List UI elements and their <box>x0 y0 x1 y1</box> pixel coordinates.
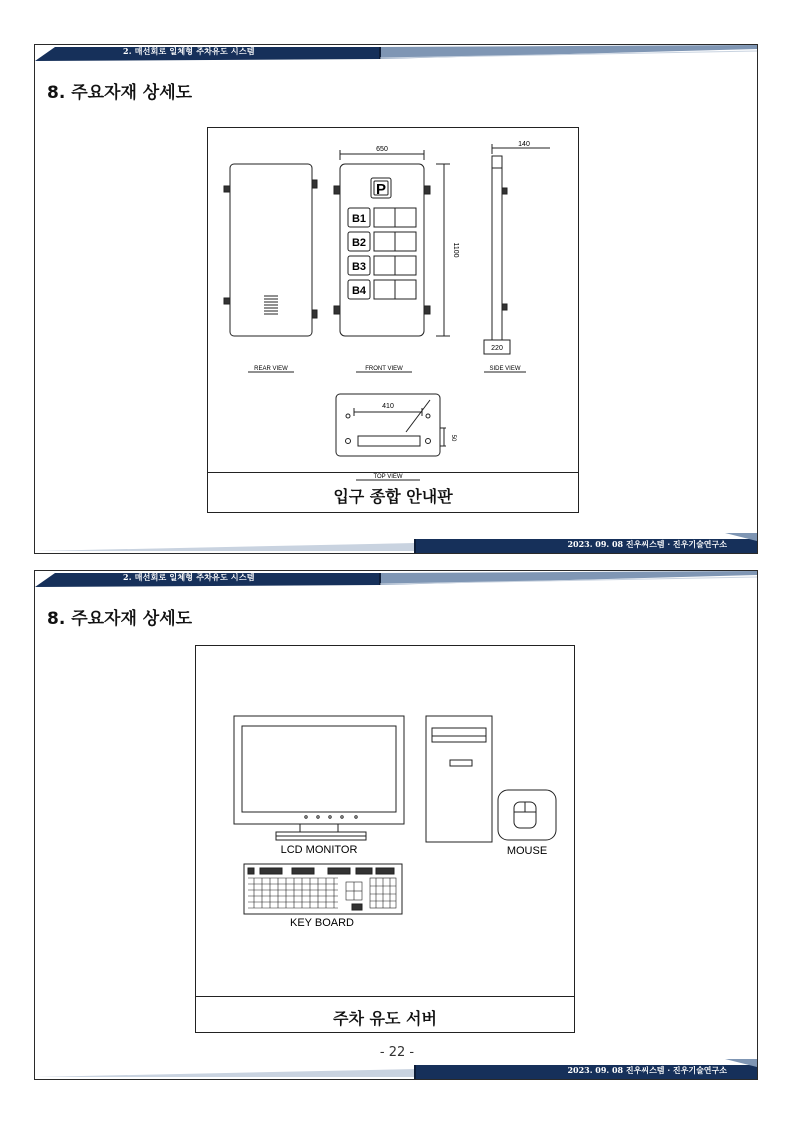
floor-label: B3 <box>351 261 367 273</box>
monitor-label: LCD MONITOR <box>280 844 358 856</box>
rear-view-label: REAR VIEW <box>254 366 288 372</box>
parking-symbol: P <box>375 181 387 198</box>
figure-caption: 입구 종합 안내판 <box>333 487 453 506</box>
floor-label: B1 <box>351 213 367 225</box>
caption-divider <box>196 996 574 997</box>
slide-entrance-board <box>34 44 758 554</box>
footer-text: 2023. 09. 08 진우씨스템 · 진우기술연구소 <box>567 1065 727 1075</box>
figure-caption: 주차 유도 서버 <box>333 1009 437 1028</box>
entrance-board-drawing <box>208 128 578 512</box>
caption-divider <box>208 472 578 473</box>
keyboard-label: KEY BOARD <box>290 917 354 929</box>
server-set-drawing <box>196 646 574 1032</box>
dim-base: 220 <box>491 345 503 352</box>
page-number: - 22 - <box>379 1045 415 1060</box>
page-title: 8. 주요자재 상세도 <box>47 83 193 103</box>
dim-top-side: 50 <box>450 434 456 442</box>
front-view-label: FRONT VIEW <box>365 366 403 372</box>
drawing-frame <box>195 645 575 1033</box>
drawing-frame <box>207 127 579 513</box>
dim-width: 650 <box>376 146 388 153</box>
dim-height: 1100 <box>452 242 459 258</box>
mouse-label: MOUSE <box>506 845 548 857</box>
slide-parking-server <box>34 570 758 1080</box>
top-view-label: TOP VIEW <box>373 474 403 480</box>
page-title: 8. 주요자재 상세도 <box>47 609 193 629</box>
floor-label: B4 <box>351 285 367 297</box>
footer-text: 2023. 09. 08 진우씨스템 · 진우기술연구소 <box>567 539 727 549</box>
header-section-title: 2. 매선회로 일체형 주차유도 시스템 <box>123 572 255 582</box>
dim-top-inner: 410 <box>382 403 394 410</box>
header-section-title: 2. 매선회로 일체형 주차유도 시스템 <box>123 46 255 56</box>
side-view-label: SIDE VIEW <box>489 366 521 372</box>
dim-depth: 140 <box>518 141 530 148</box>
floor-label: B2 <box>351 237 367 249</box>
